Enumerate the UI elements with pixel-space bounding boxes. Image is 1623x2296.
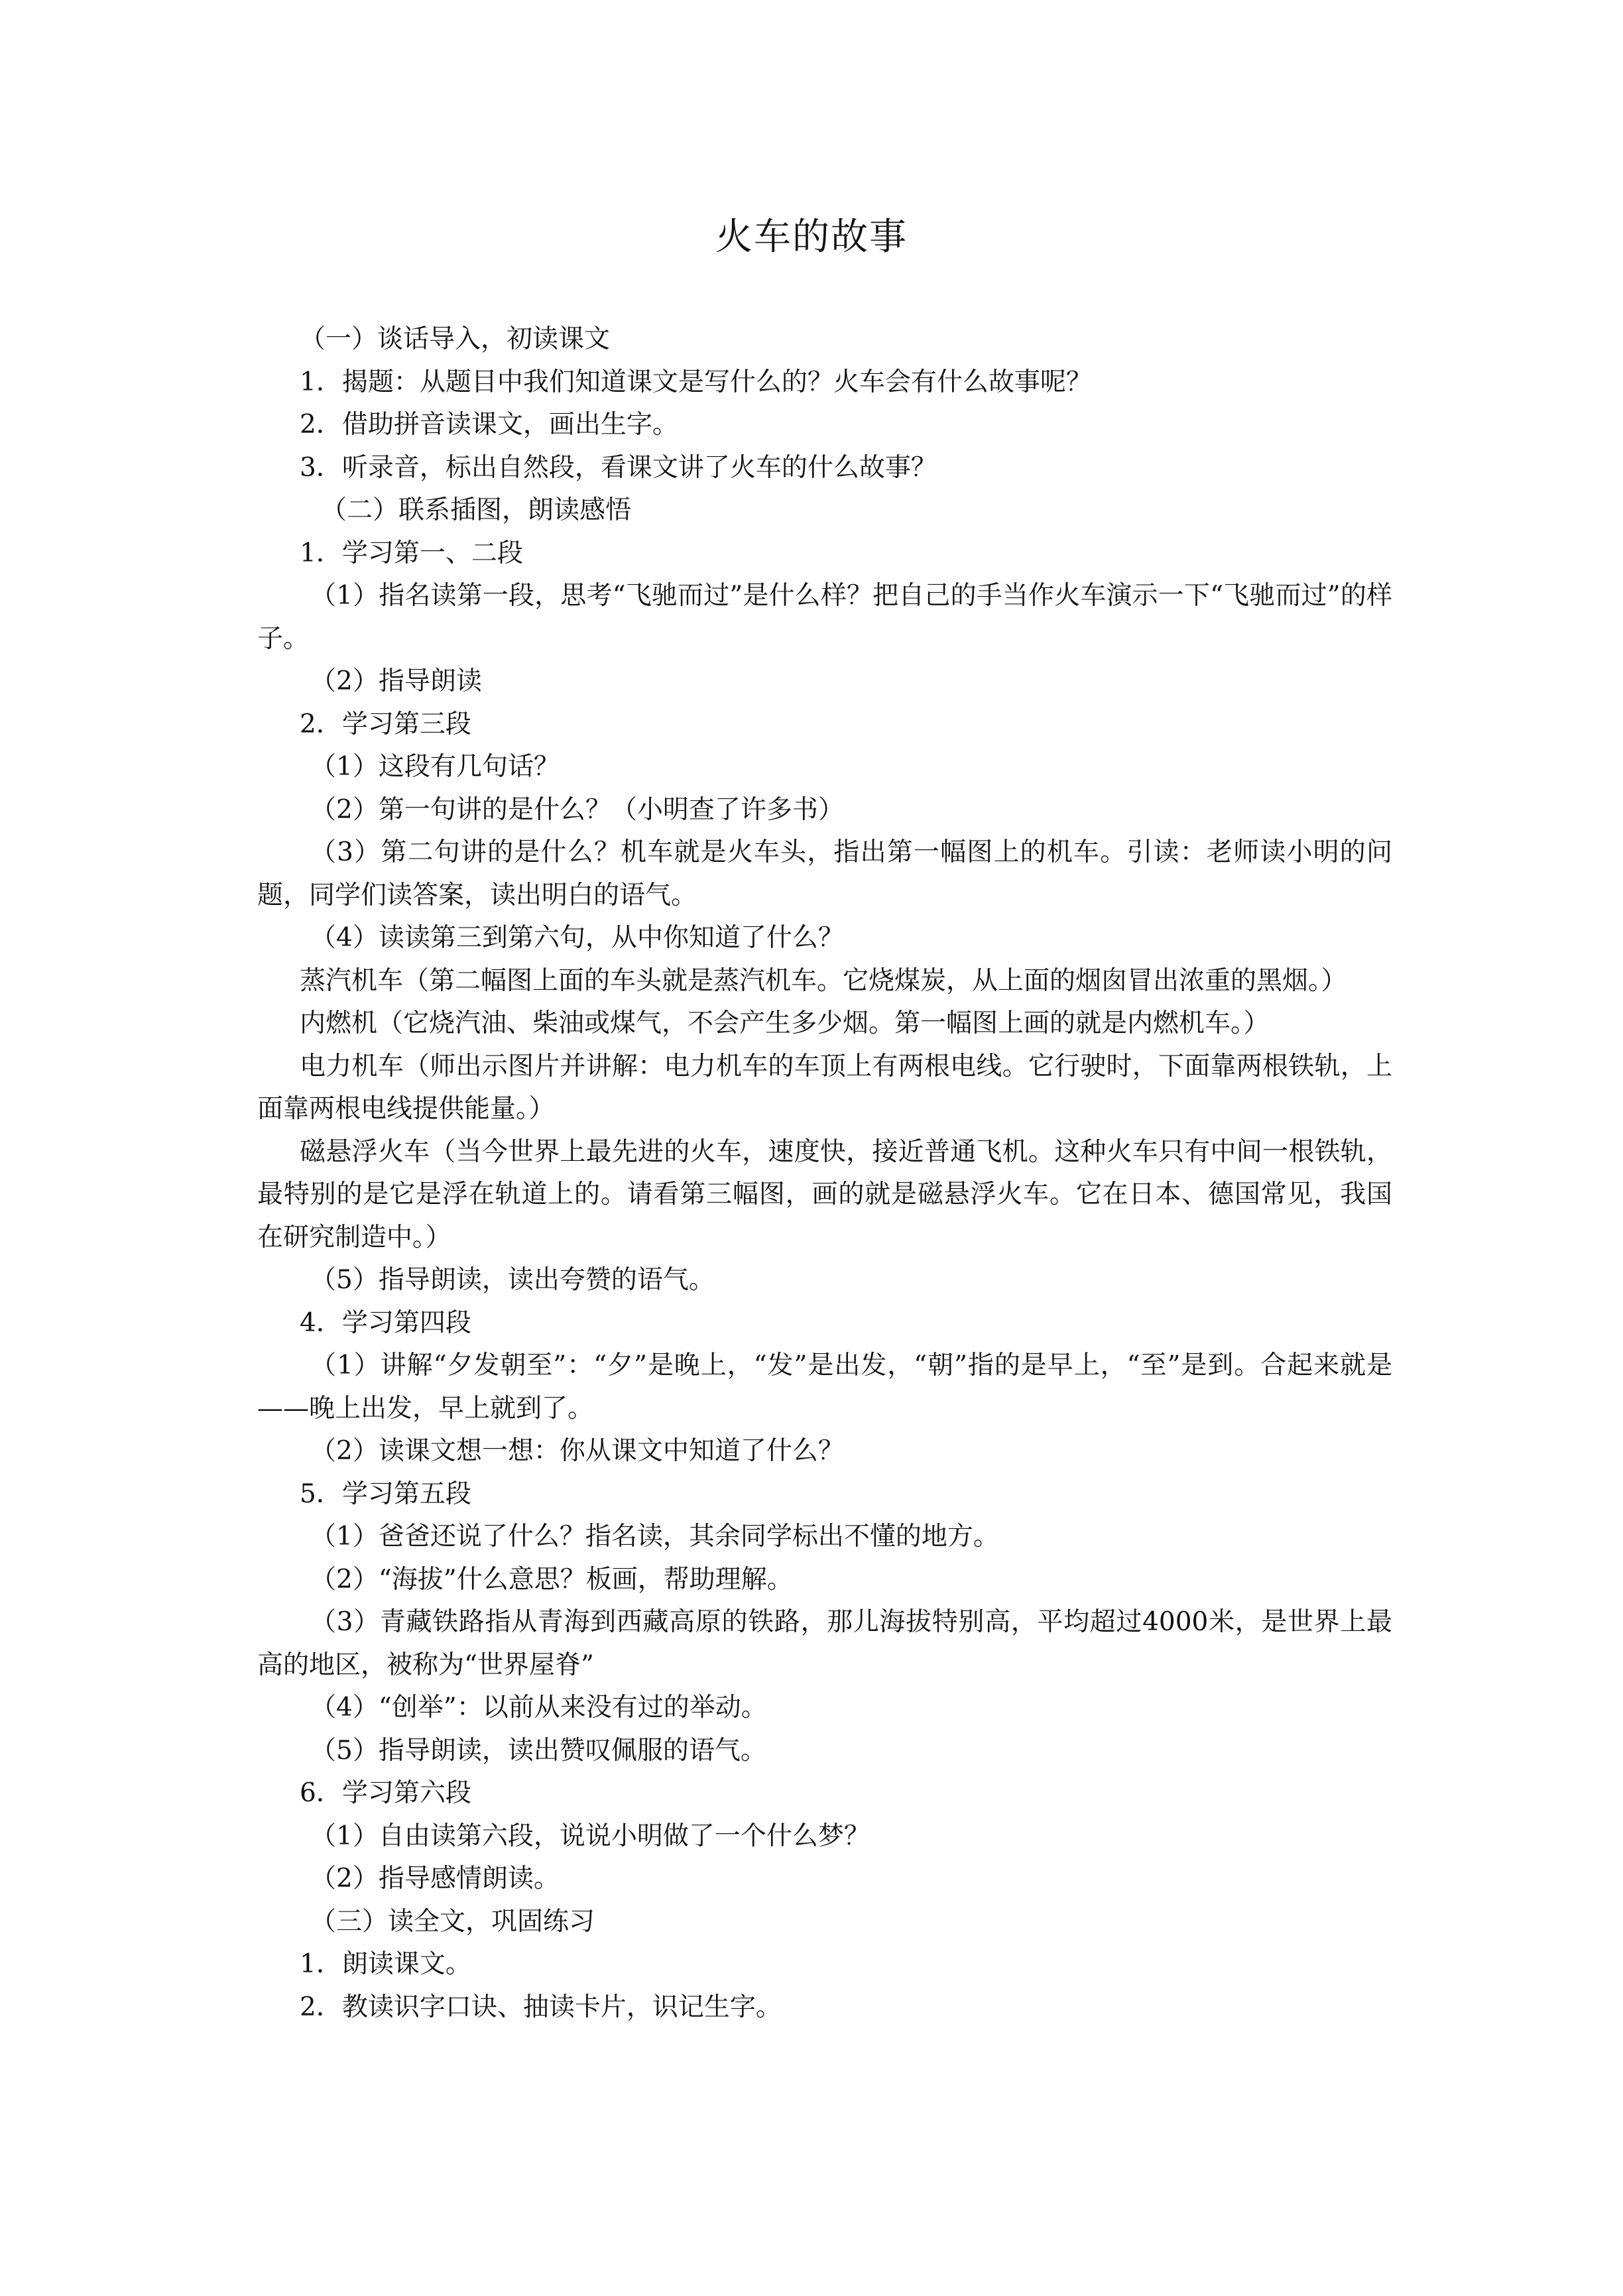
- paragraph: 1．学习第一、二段: [300, 538, 523, 568]
- paragraph: （4）读读第三到第六句，从中你知道了什么？: [310, 923, 844, 953]
- paragraph: （三）读全文，巩固练习: [310, 1906, 595, 1937]
- paragraph: 6．学习第六段: [300, 1778, 471, 1808]
- paragraph: （一）谈话导入，初读课文: [300, 324, 611, 354]
- paragraph: （4）“创举”：以前从来没有过的举动。: [310, 1693, 767, 1722]
- paragraph: （2）指导感情朗读。: [310, 1864, 560, 1894]
- paragraph: 电力机车（师出示图片并讲解：电力机车的车顶上有两根电线。它行驶时，下面靠两根铁轨，上面靠两根电线提供能量。）: [257, 1051, 1392, 1124]
- paragraph: （1）爸爸还说了什么？指名读，其余同学标出不懂的地方。: [310, 1522, 999, 1551]
- paragraph: 磁悬浮火车（当今世界上最先进的火车，速度快，接近普通飞机。这种火车只有中间一根铁轨，最特别的是它是浮在轨道上的。请看第三幅图，画的就是磁悬浮火车。它在日本、德国常见，我国在研究制造中。）: [257, 1136, 1392, 1252]
- paragraph: 3．听录音，标出自然段，看课文讲了火车的什么故事？: [300, 452, 937, 483]
- paragraph: 5．学习第五段: [300, 1479, 471, 1509]
- paragraph: （3）青藏铁路指从青海到西藏高原的铁路，那儿海拔特别高，平均超过4000米，是世界上最高的地区，被称为“世界屋脊”: [257, 1607, 1392, 1680]
- paragraph: （1）这段有几句话？: [310, 752, 560, 782]
- paragraph: （2）第一句讲的是什么？（小明查了许多书）: [310, 794, 844, 825]
- paragraph: （1）自由读第六段，说说小明做了一个什么梦？: [310, 1821, 870, 1851]
- paragraph: （1）讲解“夕发朝至”：“夕”是晚上，“发”是出发，“朝”指的是早上，“至”是到。合起来就是——晚上出发，早上就到了。: [257, 1351, 1392, 1423]
- paragraph: （3）第二句讲的是什么？机车就是火车头，指出第一幅图上的机车。引读：老师读小明的问题，同学们读答案，读出明白的语气。: [257, 837, 1392, 910]
- paragraph: 2．借助拼音读课文，画出生字。: [300, 410, 678, 440]
- paragraph: 4．学习第四段: [300, 1307, 471, 1338]
- paragraph: （1）指名读第一段，思考“飞驰而过”是什么样？把自己的手当作火车演示一下“飞驰而过”的样子。: [257, 581, 1392, 654]
- paragraph: （二）联系插图，朗读感悟: [321, 495, 632, 525]
- document-body: [257, 318, 1392, 2029]
- paragraph: （5）指导朗读，读出夸赞的语气。: [310, 1265, 715, 1295]
- paragraph: 1．揭题：从题目中我们知道课文是写什么的？火车会有什么故事呢？: [300, 367, 1092, 397]
- paragraph: 1．朗读课文。: [300, 1949, 471, 1979]
- document-title: 火车的故事: [715, 215, 908, 259]
- paragraph: 蒸汽机车（第二幅图上面的车头就是蒸汽机车。它烧煤炭，从上面的烟囱冒出浓重的黑烟。）: [300, 965, 1347, 996]
- paragraph: 2．教读识字口诀、抽读卡片，识记生字。: [300, 1992, 782, 2022]
- paragraph: 2．学习第三段: [300, 709, 471, 739]
- paragraph: （5）指导朗读，读出赞叹佩服的语气。: [310, 1735, 766, 1766]
- paragraph: 内燃机（它烧汽油、柴油或煤气，不会产生多少烟。第一幅图上画的就是内燃机车。）: [300, 1008, 1270, 1038]
- paragraph: （2）读课文想一想：你从课文中知道了什么？: [310, 1436, 844, 1466]
- paragraph: （2）指导朗读: [310, 666, 482, 696]
- paragraph: （2）“海拔”什么意思？板画，帮助理解。: [310, 1564, 793, 1595]
